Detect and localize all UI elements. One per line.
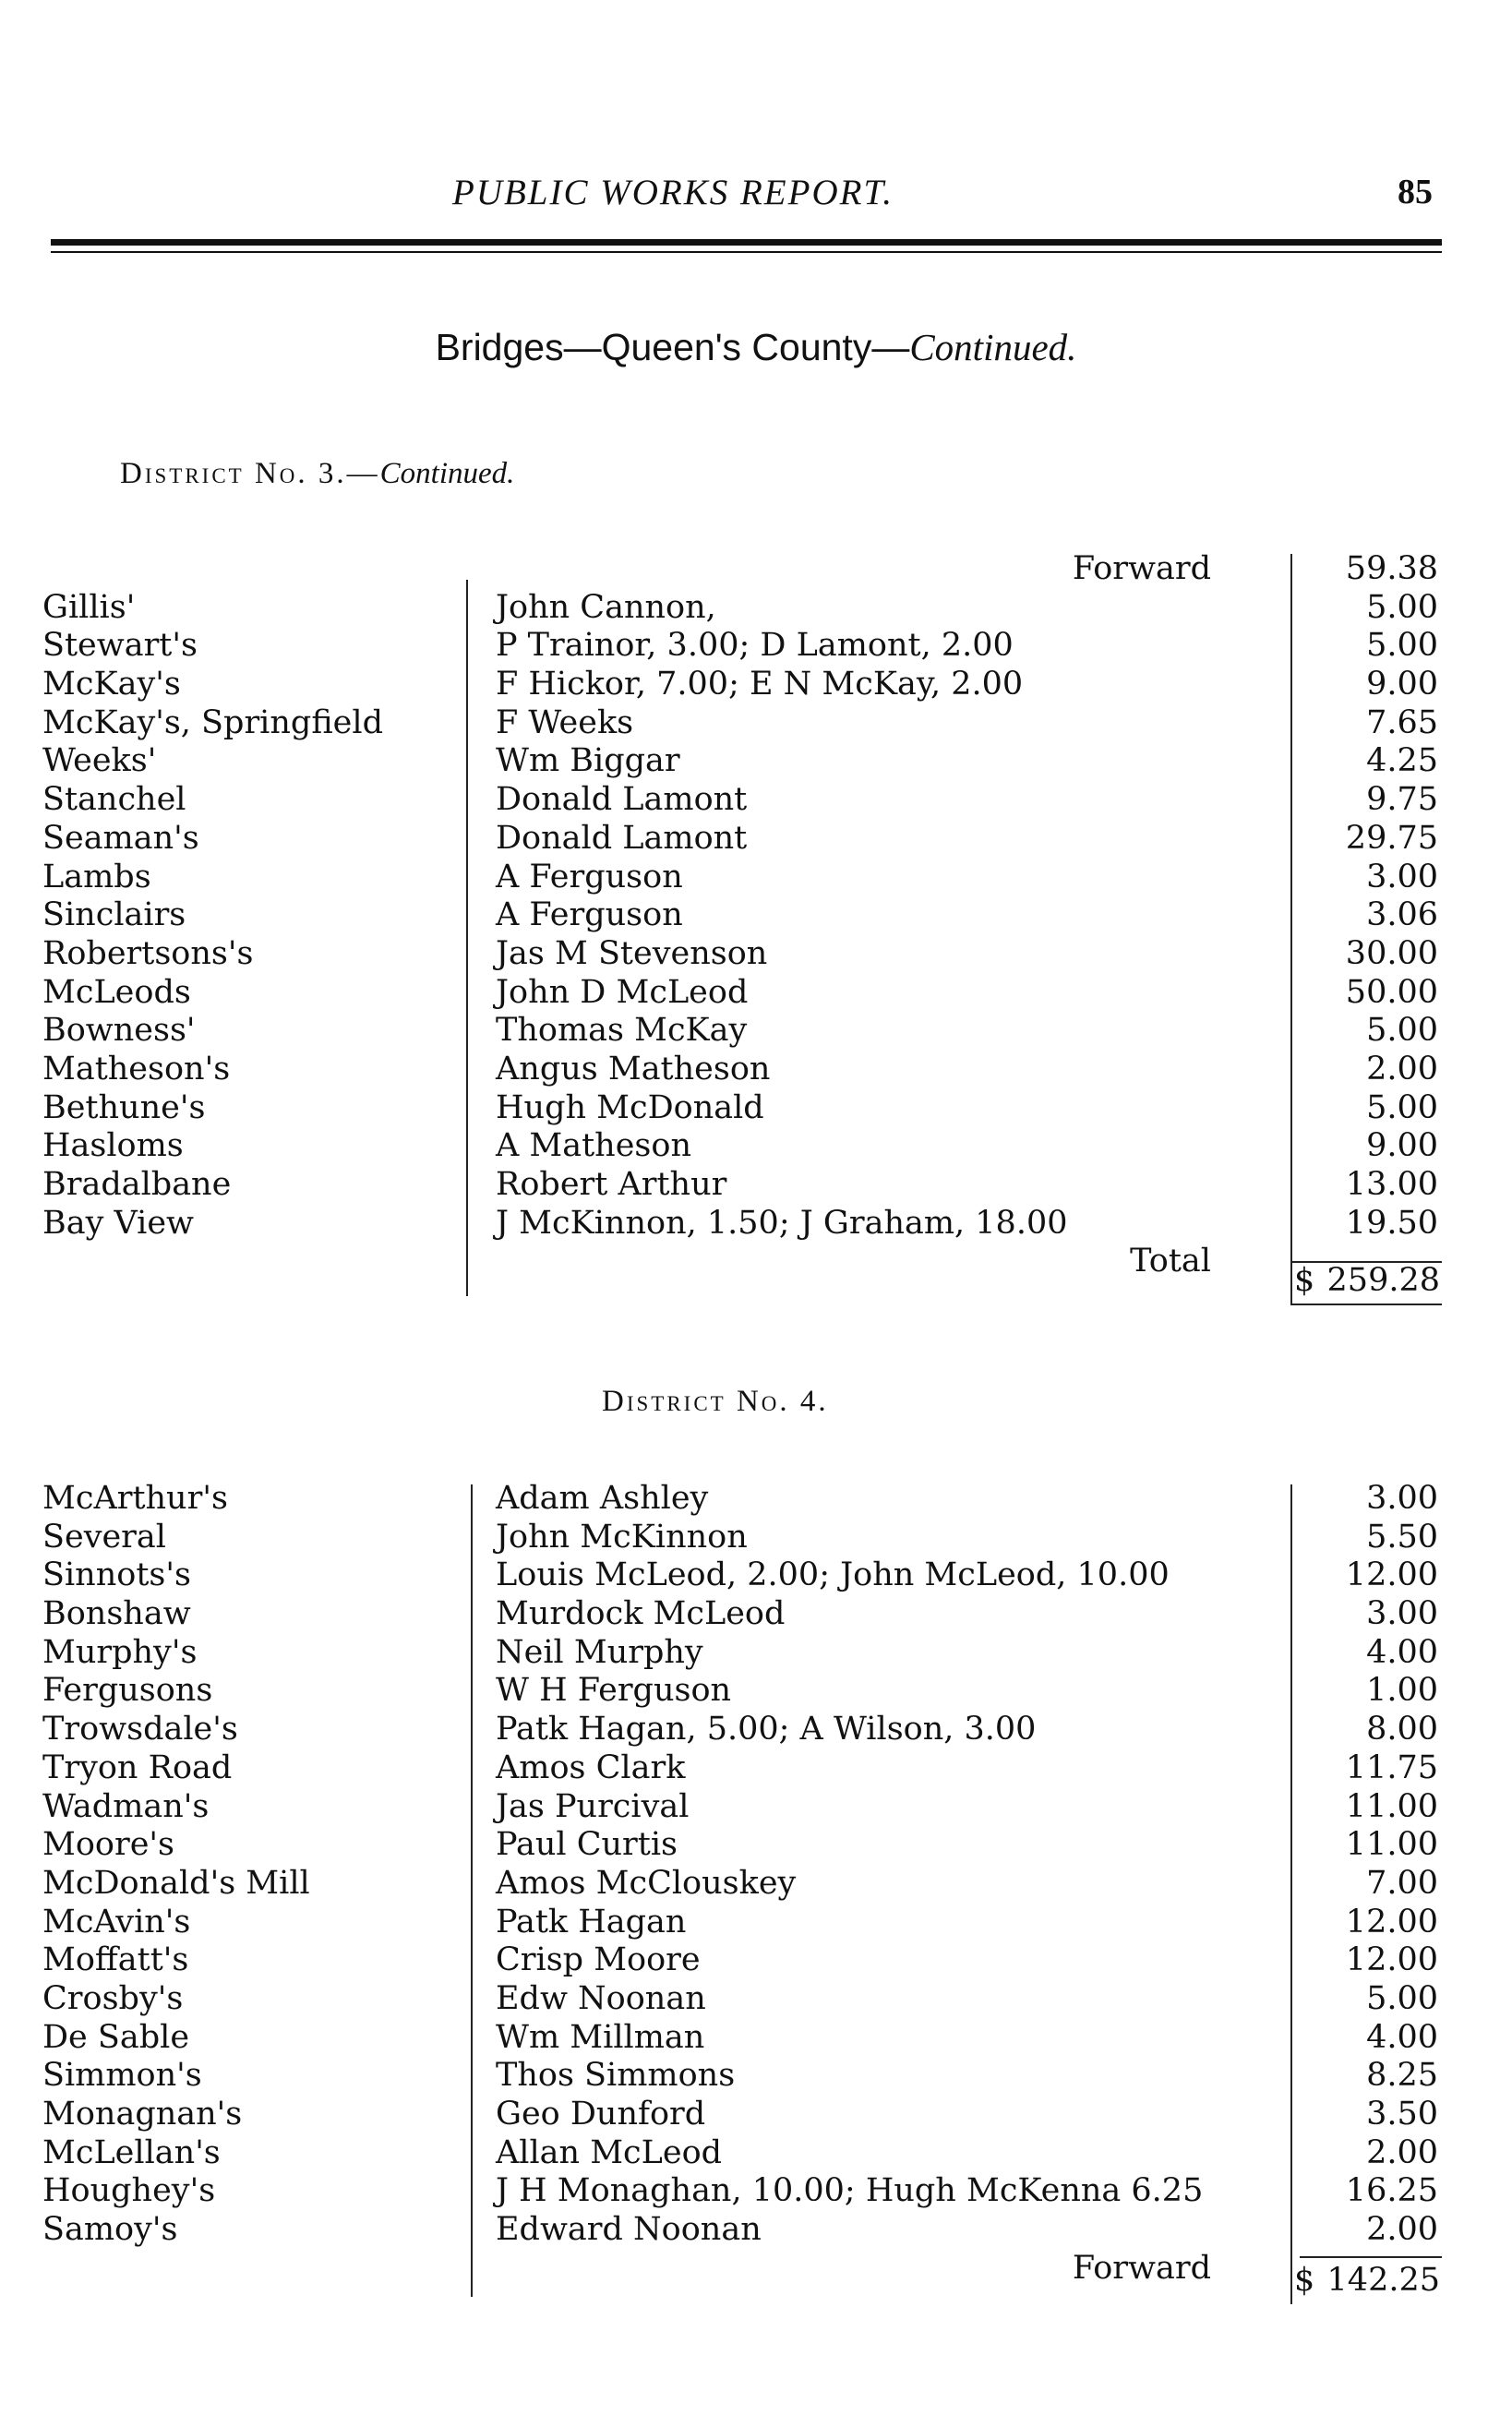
amount-value: 3.50 bbox=[1366, 2096, 1438, 2133]
payee-name: Patk Hagan bbox=[496, 1903, 687, 1940]
ledger-row bbox=[0, 666, 1512, 704]
district-4-rows bbox=[0, 1480, 1512, 2250]
ledger-row bbox=[0, 1634, 1512, 1673]
ledger-row bbox=[0, 1941, 1512, 1980]
payee-name: Robert Arthur bbox=[496, 1166, 727, 1203]
district-4-heading-text: District No. 4. bbox=[602, 1385, 829, 1418]
amount-value: 9.00 bbox=[1366, 666, 1438, 703]
ledger-row bbox=[0, 2211, 1512, 2250]
district-3-heading bbox=[120, 457, 514, 491]
ledger-row bbox=[0, 1711, 1512, 1749]
ledger-row bbox=[0, 1205, 1512, 1244]
payee-name: Jas Purcival bbox=[496, 1787, 690, 1825]
ledger-row bbox=[0, 742, 1512, 781]
bridge-name: McDonald's Mill bbox=[42, 1864, 310, 1902]
district-3-heading-continued: Continued. bbox=[379, 457, 515, 490]
district-4-heading bbox=[602, 1385, 829, 1419]
amount-value: 1.00 bbox=[1366, 1672, 1438, 1710]
ledger-row bbox=[0, 1595, 1512, 1634]
ledger-row bbox=[0, 859, 1512, 897]
payee-name: F Hickor, 7.00; E N McKay, 2.00 bbox=[496, 666, 1024, 703]
district-4-ledger bbox=[0, 1480, 1512, 2288]
bridge-name: McLeods bbox=[42, 973, 191, 1011]
amount-value: 3.00 bbox=[1366, 858, 1438, 895]
ledger-row bbox=[0, 2172, 1512, 2211]
bridge-name: Stewart's bbox=[42, 627, 198, 665]
ledger-row bbox=[0, 896, 1512, 935]
bridge-name: Sinnots's bbox=[42, 1556, 191, 1594]
page-number: 85 bbox=[1398, 173, 1433, 211]
running-head-title: PUBLIC WORKS REPORT. bbox=[452, 173, 894, 212]
bridge-name: De Sable bbox=[42, 2018, 190, 2056]
ledger-row bbox=[0, 627, 1512, 666]
ledger-row bbox=[0, 2019, 1512, 2058]
payee-name: Edward Noonan bbox=[496, 2211, 762, 2249]
ledger-row bbox=[0, 1980, 1512, 2019]
section-title-main: Bridges—Queen's County— bbox=[435, 326, 910, 368]
ledger-row bbox=[0, 974, 1512, 1013]
payee-name: Jas M Stevenson bbox=[496, 934, 768, 972]
bridge-name: Matheson's bbox=[42, 1050, 231, 1087]
district-4-forward-total bbox=[1290, 2262, 1440, 2299]
forward-row bbox=[0, 2250, 1512, 2289]
ledger-row bbox=[0, 781, 1512, 820]
ledger-row bbox=[0, 1556, 1512, 1595]
ledger-row bbox=[0, 1672, 1512, 1711]
amount-value: 4.00 bbox=[1366, 2018, 1438, 2056]
payee-name: Crisp Moore bbox=[496, 1941, 701, 1979]
district-3-ledger bbox=[0, 550, 1512, 1281]
bridge-name: Several bbox=[42, 1518, 166, 1556]
bridge-name: Gillis' bbox=[42, 588, 136, 626]
payee-name: Edw Noonan bbox=[496, 1979, 706, 2017]
amount-value: 50.00 bbox=[1345, 973, 1438, 1011]
ledger-row bbox=[0, 2096, 1512, 2134]
payee-name: A Matheson bbox=[496, 1127, 691, 1165]
ledger-row bbox=[0, 589, 1512, 628]
section-title bbox=[0, 325, 1512, 369]
bridge-name: Weeks' bbox=[42, 742, 157, 780]
total-row bbox=[0, 1243, 1512, 1281]
total-currency: $ bbox=[1294, 1262, 1315, 1299]
ledger-row bbox=[0, 2134, 1512, 2173]
payee-name: Amos McClouskey bbox=[496, 1864, 797, 1902]
payee-name: P Trainor, 3.00; D Lamont, 2.00 bbox=[496, 627, 1014, 665]
payee-name: A Ferguson bbox=[496, 896, 683, 934]
payee-name: A Ferguson bbox=[496, 858, 683, 895]
payee-name: Thos Simmons bbox=[496, 2057, 736, 2095]
bridge-name: Bonshaw bbox=[42, 1595, 191, 1633]
amount-value: 5.00 bbox=[1366, 1012, 1438, 1050]
ledger-row bbox=[0, 1904, 1512, 1942]
amount-value: 4.25 bbox=[1366, 742, 1438, 780]
amount-value: 12.00 bbox=[1345, 1556, 1438, 1594]
payee-name: Donald Lamont bbox=[496, 781, 748, 819]
forward-amount: 59.38 bbox=[1345, 550, 1438, 587]
amount-value: 3.06 bbox=[1366, 896, 1438, 934]
amount-value: 12.00 bbox=[1345, 1941, 1438, 1979]
ledger-row bbox=[0, 1166, 1512, 1205]
amount-value: 9.75 bbox=[1366, 781, 1438, 819]
payee-name: Paul Curtis bbox=[496, 1826, 678, 1864]
amount-value: 4.00 bbox=[1366, 1633, 1438, 1671]
payee-name: Wm Millman bbox=[496, 2018, 705, 2056]
ledger-row bbox=[0, 935, 1512, 974]
bridge-name: Wadman's bbox=[42, 1787, 210, 1825]
amount-value: 3.00 bbox=[1366, 1480, 1438, 1517]
bridge-name: McAvin's bbox=[42, 1903, 191, 1940]
forward-label: Forward bbox=[1072, 550, 1211, 587]
ledger-row bbox=[0, 1012, 1512, 1051]
payee-name: John McKinnon bbox=[496, 1518, 748, 1556]
ledger-row bbox=[0, 1826, 1512, 1865]
payee-name: W H Ferguson bbox=[496, 1672, 732, 1710]
amount-value: 3.00 bbox=[1366, 1595, 1438, 1633]
payee-name: John Cannon, bbox=[496, 588, 716, 626]
header-rule-thick bbox=[51, 239, 1442, 246]
amount-value: 9.00 bbox=[1366, 1127, 1438, 1165]
amount-value: 5.00 bbox=[1366, 588, 1438, 626]
bridge-name: Seaman's bbox=[42, 819, 199, 857]
bridge-name: Samoy's bbox=[42, 2211, 178, 2249]
bridge-name: Moore's bbox=[42, 1826, 175, 1864]
payee-name: Murdock McLeod bbox=[496, 1595, 786, 1633]
section-title-continued: Continued. bbox=[909, 326, 1077, 368]
bridge-name: Bowness' bbox=[42, 1012, 196, 1050]
amount-value: 5.00 bbox=[1366, 627, 1438, 665]
ledger-row bbox=[0, 1865, 1512, 1904]
bridge-name: Bethune's bbox=[42, 1088, 206, 1126]
bridge-name: Simmon's bbox=[42, 2057, 202, 2095]
ledger-row bbox=[0, 1480, 1512, 1519]
ledger-row bbox=[0, 1788, 1512, 1827]
payee-name: Wm Biggar bbox=[496, 742, 680, 780]
bridge-name: Crosby's bbox=[42, 1979, 184, 2017]
ledger-row bbox=[0, 1519, 1512, 1557]
amount-value: 2.00 bbox=[1366, 1050, 1438, 1087]
amount-value: 11.00 bbox=[1345, 1826, 1438, 1864]
bridge-name: McKay's, Springfield bbox=[42, 703, 383, 741]
bridge-name: Fergusons bbox=[42, 1672, 213, 1710]
amount-value: 13.00 bbox=[1345, 1166, 1438, 1203]
payee-name: Allan McLeod bbox=[496, 2133, 723, 2171]
payee-name: J H Monaghan, 10.00; Hugh McKenna 6.25 bbox=[496, 2172, 1204, 2210]
bridge-name: Houghey's bbox=[42, 2172, 216, 2210]
amount-value: 8.00 bbox=[1366, 1711, 1438, 1748]
payee-name: Donald Lamont bbox=[496, 819, 748, 857]
amount-value: 8.25 bbox=[1366, 2057, 1438, 2095]
amount-value: 7.65 bbox=[1366, 703, 1438, 741]
payee-name: Hugh McDonald bbox=[496, 1088, 764, 1126]
ledger-row bbox=[0, 704, 1512, 743]
amount-value: 5.00 bbox=[1366, 1088, 1438, 1126]
header-rule-thin bbox=[51, 251, 1442, 253]
ledger-row bbox=[0, 1127, 1512, 1166]
district-3-total-rule bbox=[1290, 1304, 1442, 1305]
payee-name: Angus Matheson bbox=[496, 1050, 771, 1087]
bridge-name: Hasloms bbox=[42, 1127, 184, 1165]
bridge-name: Stanchel bbox=[42, 781, 186, 819]
bridge-name: Trowsdale's bbox=[42, 1711, 238, 1748]
ledger-row bbox=[0, 1051, 1512, 1089]
payee-name: John D McLeod bbox=[496, 973, 749, 1011]
ledger-row bbox=[0, 1089, 1512, 1128]
amount-value: 2.00 bbox=[1366, 2133, 1438, 2171]
amount-value: 30.00 bbox=[1345, 934, 1438, 972]
running-head bbox=[0, 172, 1512, 218]
ledger-row bbox=[0, 820, 1512, 859]
ledger-row bbox=[0, 1749, 1512, 1788]
amount-value: 5.50 bbox=[1366, 1518, 1438, 1556]
forward-label: Forward bbox=[1072, 2249, 1211, 2287]
bridge-name: Robertsons's bbox=[42, 934, 254, 972]
payee-name: F Weeks bbox=[496, 703, 634, 741]
district-3-rows bbox=[0, 589, 1512, 1244]
bridge-name: Lambs bbox=[42, 858, 151, 895]
payee-name: Adam Ashley bbox=[496, 1480, 709, 1517]
payee-name: J McKinnon, 1.50; J Graham, 18.00 bbox=[496, 1204, 1068, 1242]
bridge-name: Moffatt's bbox=[42, 1941, 189, 1979]
forward-total-amount: 142.25 bbox=[1326, 2262, 1440, 2299]
payee-name: Louis McLeod, 2.00; John McLeod, 10.00 bbox=[496, 1556, 1170, 1594]
bridge-name: McLellan's bbox=[42, 2133, 221, 2171]
amount-value: 11.00 bbox=[1345, 1787, 1438, 1825]
bridge-name: Monagnan's bbox=[42, 2096, 243, 2133]
district-3-heading-text: District No. 3.— bbox=[120, 457, 380, 490]
ledger-row bbox=[0, 2057, 1512, 2096]
total-label: Total bbox=[1130, 1243, 1211, 1280]
bridge-name: McArthur's bbox=[42, 1480, 228, 1517]
bridge-name: Bay View bbox=[42, 1204, 195, 1242]
payee-name: Amos Clark bbox=[496, 1748, 686, 1786]
amount-value: 7.00 bbox=[1366, 1864, 1438, 1902]
bridge-name: McKay's bbox=[42, 666, 181, 703]
amount-value: 11.75 bbox=[1345, 1748, 1438, 1786]
forward-currency: $ bbox=[1294, 2262, 1315, 2299]
bridge-name: Sinclairs bbox=[42, 896, 186, 934]
amount-value: 19.50 bbox=[1345, 1204, 1438, 1242]
bridge-name: Tryon Road bbox=[42, 1748, 233, 1786]
bridge-name: Bradalbane bbox=[42, 1166, 232, 1203]
forward-row bbox=[0, 550, 1512, 589]
amount-value: 2.00 bbox=[1366, 2211, 1438, 2249]
total-amount: 259.28 bbox=[1326, 1262, 1440, 1299]
amount-value: 5.00 bbox=[1366, 1979, 1438, 2017]
amount-value: 29.75 bbox=[1345, 819, 1438, 857]
amount-value: 16.25 bbox=[1345, 2172, 1438, 2210]
amount-value: 12.00 bbox=[1345, 1903, 1438, 1940]
district-3-total bbox=[1290, 1262, 1440, 1299]
payee-name: Neil Murphy bbox=[496, 1633, 703, 1671]
bridge-name: Murphy's bbox=[42, 1633, 198, 1671]
payee-name: Geo Dunford bbox=[496, 2096, 706, 2133]
payee-name: Thomas McKay bbox=[496, 1012, 748, 1050]
payee-name: Patk Hagan, 5.00; A Wilson, 3.00 bbox=[496, 1711, 1037, 1748]
